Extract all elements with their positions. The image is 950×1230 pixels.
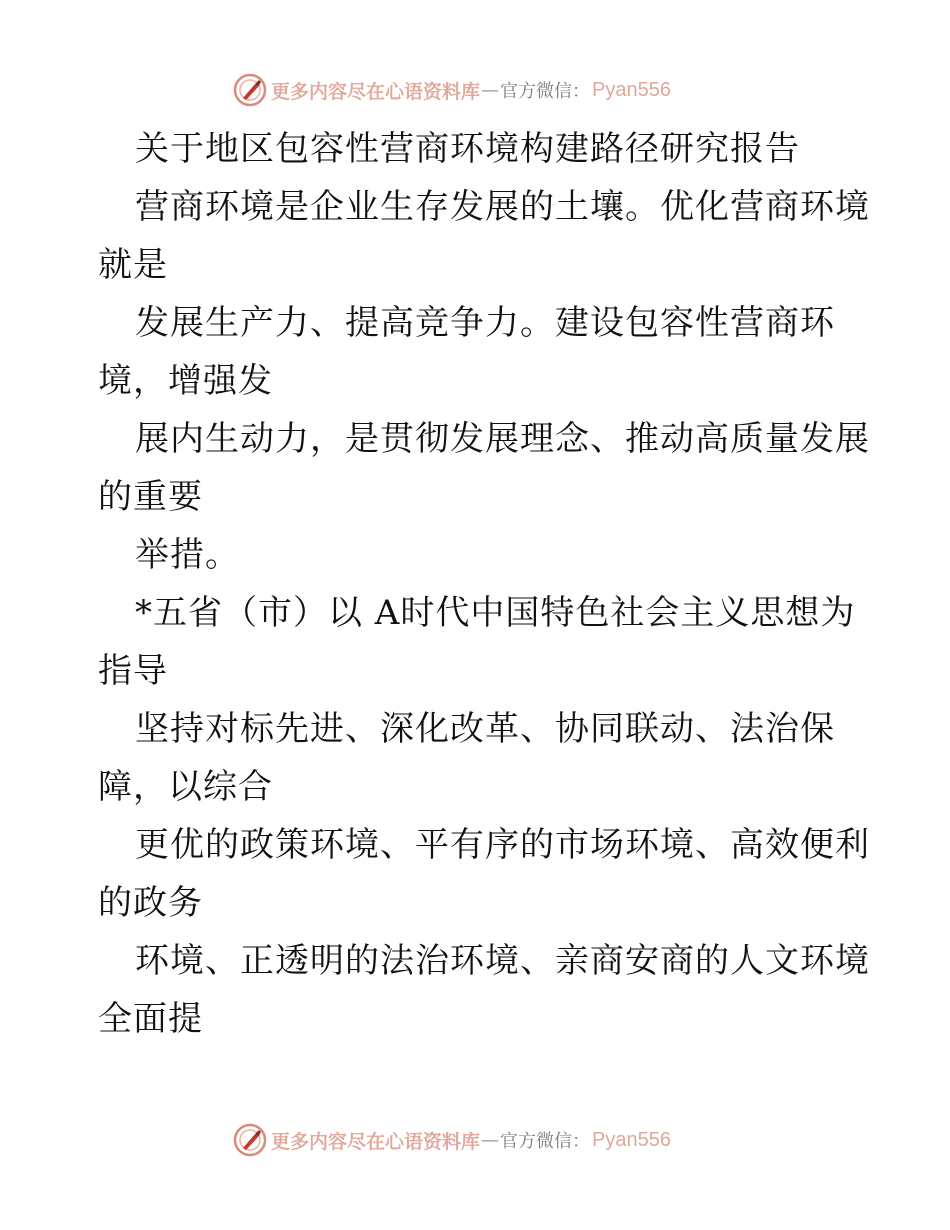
text-line: 境，增强发 — [98, 361, 273, 401]
text-line: 坚持对标先进、深化改革、协同联动、法治保 — [135, 709, 835, 749]
header-watermark — [233, 72, 671, 108]
text-line: 全面提 — [98, 999, 203, 1039]
pen-logo-icon — [233, 73, 267, 107]
text-line: *五省（市）以 A时代中国特色社会主义思想为 — [135, 593, 856, 633]
watermark-wechat-id: Pyan556 — [592, 78, 671, 101]
watermark-wechat-label: 官方微信： — [500, 81, 591, 102]
text-line: 环境、正透明的法治环境、亲商安商的人文环境 — [135, 941, 870, 981]
text-line: 障，以综合 — [98, 767, 273, 807]
text-line: 就是 — [98, 245, 168, 285]
watermark-dash: — — [481, 1129, 500, 1151]
document-title: 关于地区包容性营商环境构建路径研究报告 — [135, 129, 800, 169]
text-line: 发展生产力、提高竞争力。建设包容性营商环 — [135, 303, 835, 343]
watermark-brand: 更多内容尽在心语资料库 — [271, 1130, 481, 1153]
pen-logo-icon — [233, 1123, 267, 1157]
watermark-wechat-label: 官方微信： — [500, 1131, 591, 1152]
text-line: 举措。 — [135, 535, 240, 575]
text-line: 营商环境是企业生存发展的土壤。优化营商环境 — [135, 187, 870, 227]
document-body — [98, 120, 868, 1048]
watermark-dash: — — [481, 79, 500, 101]
text-line: 的重要 — [98, 477, 203, 517]
watermark-wechat-id: Pyan556 — [592, 1128, 671, 1151]
watermark-brand: 更多内容尽在心语资料库 — [271, 80, 481, 103]
text-line: 展内生动力，是贯彻发展理念、推动高质量发展 — [135, 419, 870, 459]
text-line: 的政务 — [98, 883, 203, 923]
footer-watermark — [233, 1122, 671, 1158]
text-line: 指导 — [98, 651, 168, 691]
text-line: 更优的政策环境、平有序的市场环境、高效便利 — [135, 825, 870, 865]
